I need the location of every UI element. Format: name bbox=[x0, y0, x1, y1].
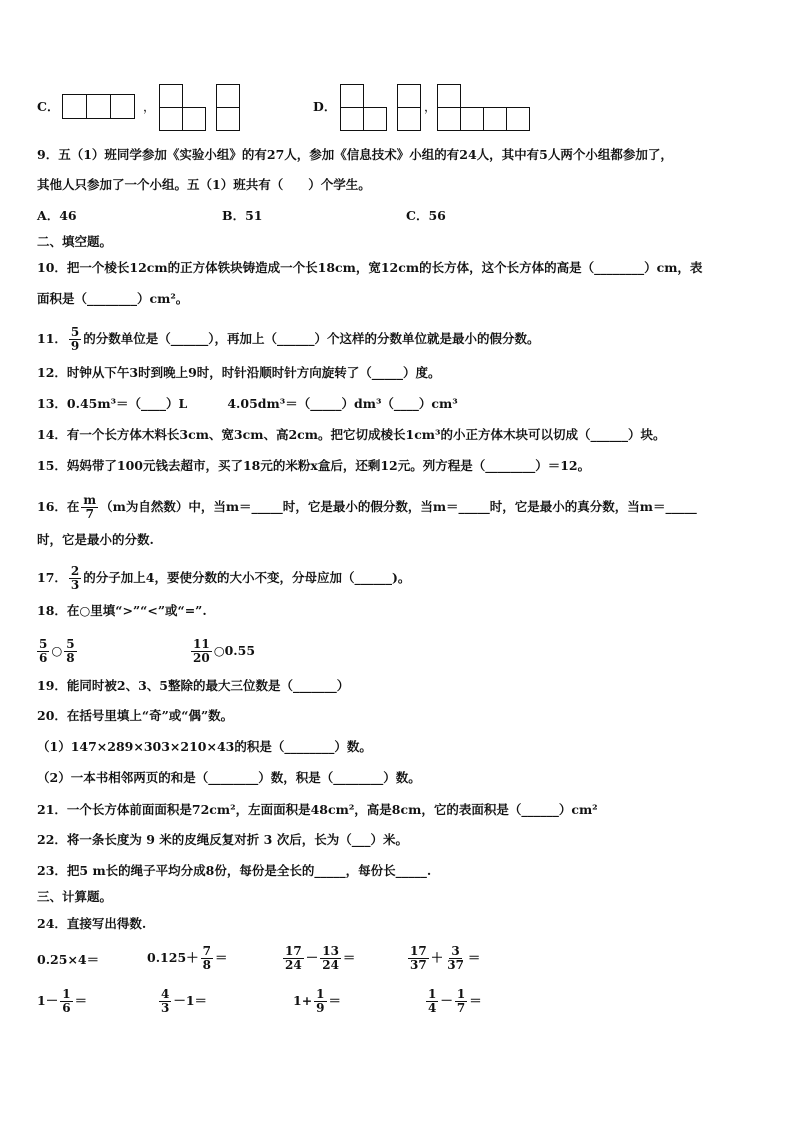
q9-line2: 其他人只参加了一个小组。五（1）班共有（ ）个学生。 bbox=[37, 177, 371, 192]
q24-expr-8: $\frac{1}{4}$ － $\frac{1}{7}$ ＝ bbox=[428, 987, 482, 1015]
q12: 12．时钟从下午3时到晚上9时，时针沿顺时针方向旋转了（_____）度。 bbox=[37, 365, 441, 380]
q10-line1: 10．把一个棱长12cm的正方体铁块铸造成一个长18cm，宽12cm的长方体，这个长方体的高是（________）cm，表 bbox=[37, 260, 703, 275]
q9-option-a: A．46 bbox=[37, 208, 77, 223]
q18-fraction-5-6: $\frac{5}{6}$ bbox=[39, 637, 48, 665]
q19: 19．能同时被2、3、5整除的最大三位数是（_______） bbox=[37, 678, 350, 693]
q14: 14．有一个长方体木料长3cm、宽3cm、高2cm。把它切成棱长1cm³的小正方体木块可以切成（______）块。 bbox=[37, 427, 666, 442]
q18-text: 18．在○里填“>”“<”或“=”. bbox=[37, 603, 207, 618]
q20-text: 20．在括号里填上“奇”或“偶”数。 bbox=[37, 708, 234, 723]
q13 bbox=[37, 395, 458, 413]
q24-expr-1: 0.25×4＝ bbox=[37, 952, 100, 967]
q8-option-c-label: C． bbox=[37, 99, 60, 114]
q16-line1 bbox=[37, 494, 697, 521]
q11-number: 11． bbox=[37, 331, 67, 346]
q11-text: 的分数单位是（______），再加上（______）个这样的分数单位就是最小的假分数。 bbox=[83, 331, 540, 346]
q24-expr-5: 1－ $\frac{1}{6}$ ＝ bbox=[37, 987, 88, 1015]
q15: 15．妈妈带了100元钱去超市，买了18元的米粉x盒后，还剩12元。列方程是（________）＝12。 bbox=[37, 458, 591, 473]
q13-part2: 4.05dm³＝（_____）dm³（____）cm³ bbox=[227, 396, 458, 411]
q8-separator-c: ， bbox=[143, 99, 156, 114]
q18-compare-1 bbox=[37, 638, 79, 665]
q24-text: 24．直接写出得数. bbox=[37, 916, 147, 931]
section-fill-blank: 二、填空题。 bbox=[37, 234, 113, 249]
q24-expr-3: $\frac{17}{24}$ － $\frac{13}{24}$ ＝ bbox=[285, 944, 356, 972]
q20-sub2: （2）一本书相邻两页的和是（________）数，积是（________）数。 bbox=[37, 770, 421, 785]
q9-line1: 9．五（1）班同学参加《实验小组》的有27人，参加《信息技术》小组的有24人，其中有5人两个小组都参加了， bbox=[37, 147, 673, 162]
q17-number: 17． bbox=[37, 570, 67, 585]
q24-expr-6: $\frac{4}{3}$ －1＝ bbox=[161, 987, 208, 1015]
q23: 23．把5 m长的绳子平均分成8份，每份是全长的_____，每份长_____. bbox=[37, 863, 432, 878]
q8-separator-d: ， bbox=[424, 99, 437, 114]
q9-option-c: C．56 bbox=[406, 208, 446, 223]
q11-fraction: $\frac{5}{9}$ bbox=[70, 325, 80, 353]
q13-part1: 13．0.45m³＝（____）L bbox=[37, 396, 188, 411]
q17-text: 的分子加上4，要使分数的大小不变，分母应加（______)。 bbox=[83, 570, 411, 585]
q18-circle: ○ bbox=[51, 643, 63, 658]
q17 bbox=[37, 565, 410, 592]
q16-fraction: $\frac{m}{7}$ bbox=[83, 493, 97, 521]
q11 bbox=[37, 326, 540, 353]
q16-text: （m为自然数）中，当m＝_____时，它是最小的假分数，当m＝_____时，它是最小的真分数，当m＝_____ bbox=[100, 499, 697, 514]
q18-tail: ○0.55 bbox=[213, 643, 256, 658]
q24-expr-7: 1+ $\frac{1}{9}$ ＝ bbox=[293, 987, 342, 1015]
q24-expr-4: $\frac{17}{37}$ ＋ $\frac{3}{37}$ ＝ bbox=[410, 944, 481, 972]
q8-option-d-label: D． bbox=[313, 99, 337, 114]
q9-option-b: B．51 bbox=[222, 208, 263, 223]
q18-fraction-5-8: $\frac{5}{8}$ bbox=[66, 637, 75, 665]
q10-line2: 面积是（________）cm²。 bbox=[37, 291, 189, 306]
section-calculation: 三、计算题。 bbox=[37, 889, 113, 904]
q16-line2: 时，它是最小的分数. bbox=[37, 532, 154, 547]
q17-fraction: $\frac{2}{3}$ bbox=[70, 564, 80, 592]
q18-compare-2 bbox=[191, 638, 255, 665]
q21: 21．一个长方体前面面积是72cm²，左面面积是48cm²，高是8cm，它的表面积是（______）cm² bbox=[37, 802, 598, 817]
q24-expr-2: 0.125＋ $\frac{7}{8}$ ＝ bbox=[147, 944, 228, 972]
q16-number: 16．在 bbox=[37, 499, 80, 514]
q18-fraction-11-20: $\frac{11}{20}$ bbox=[193, 637, 210, 665]
q20-sub1: （1）147×289×303×210×43的积是（________）数。 bbox=[37, 739, 372, 754]
q22: 22．将一条长度为 9 米的皮绳反复对折 3 次后，长为（___）米。 bbox=[37, 832, 408, 847]
